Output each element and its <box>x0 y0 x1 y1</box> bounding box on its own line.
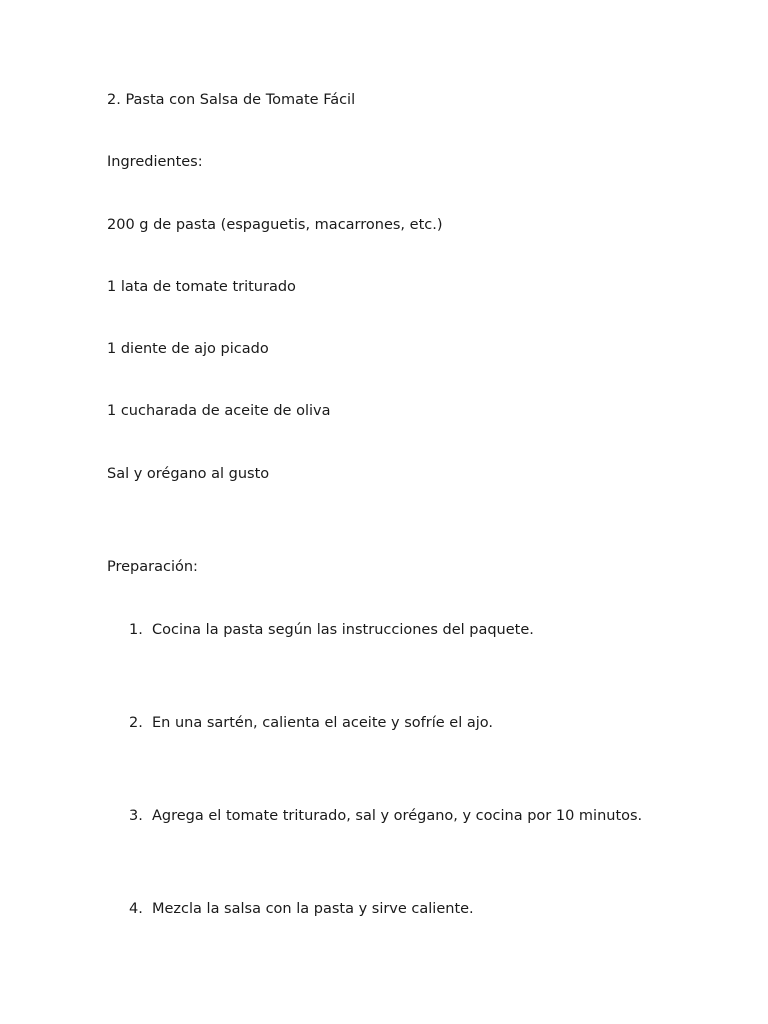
step-text: Mezcla la salsa con la pasta y sirve caliente. <box>152 901 474 917</box>
step-number: 1. <box>129 622 143 638</box>
preparation-step <box>129 621 534 639</box>
step-number: 2. <box>129 715 143 731</box>
ingredient-item: 1 lata de tomate triturado <box>107 279 296 295</box>
ingredient-item: 1 diente de ajo picado <box>107 341 269 357</box>
ingredient-item: 200 g de pasta (espaguetis, macarrones, etc.) <box>107 217 443 233</box>
ingredient-item: 1 cucharada de aceite de oliva <box>107 403 331 419</box>
step-number: 3. <box>129 808 143 824</box>
preparation-step <box>129 714 493 732</box>
preparation-step <box>129 900 474 918</box>
recipe-title: 2. Pasta con Salsa de Tomate Fácil <box>107 92 356 108</box>
step-number: 4. <box>129 901 143 917</box>
step-text: Cocina la pasta según las instrucciones del paquete. <box>152 622 534 638</box>
ingredients-heading: Ingredientes: <box>107 154 203 170</box>
preparation-step <box>129 807 642 825</box>
preparation-heading: Preparación: <box>107 559 198 575</box>
ingredient-item: Sal y orégano al gusto <box>107 466 270 482</box>
step-text: Agrega el tomate triturado, sal y orégano, y cocina por 10 minutos. <box>152 808 643 824</box>
step-text: En una sartén, calienta el aceite y sofríe el ajo. <box>152 715 493 731</box>
